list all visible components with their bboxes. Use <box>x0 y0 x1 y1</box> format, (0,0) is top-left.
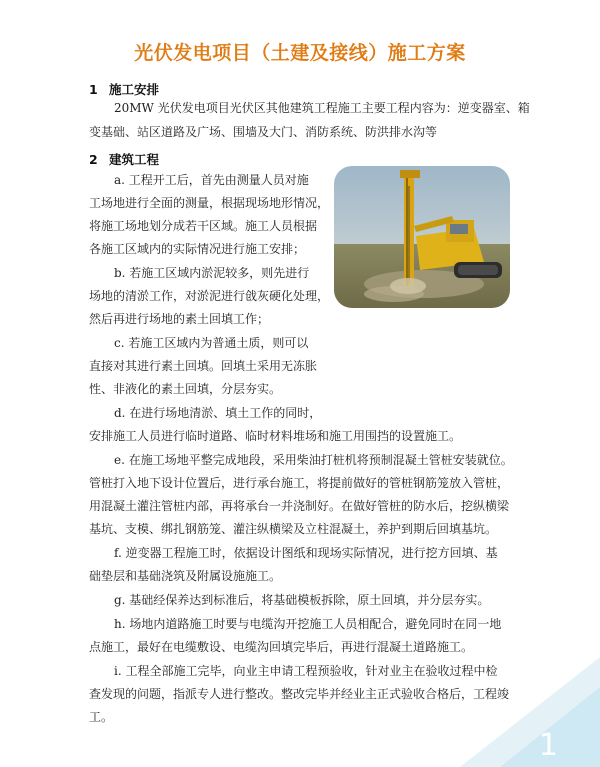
paragraph-line: b. 若施工区域内淤泥较多，则先进行 <box>114 266 310 280</box>
paragraph-line: 将施工场地划分成若干区域。施工人员根据 <box>89 219 318 233</box>
paragraph-line: 20MW 光伏发电项目光伏区其他建筑工程施工主要工程内容为：逆变器室、箱 <box>114 101 530 115</box>
paragraph-line: a. 工程开工后，首先由测量人员对施 <box>114 173 309 187</box>
paragraph-line: f. 逆变器工程施工时，依据设计图纸和现场实际情况，进行挖方回填、基 <box>114 546 498 560</box>
paragraph-line: 性、非液化的素土回填，分层夯实。 <box>89 382 282 396</box>
paragraph-line: 工场地进行全面的测量，根据现场地形情况， <box>89 196 330 210</box>
paragraph-line: i. 工程全部施工完毕，向业主申请工程预验收，针对业主在验收过程中检 <box>114 664 498 678</box>
section-1-number: 1 <box>89 82 98 97</box>
drilling-rig-photo <box>334 166 510 308</box>
page-title: 光伏发电项目（土建及接线）施工方案 <box>134 42 466 64</box>
paragraph-line: 变基础、站区道路及广场、围墙及大门、消防系统、防洪排水沟等 <box>89 125 438 139</box>
section-1-heading <box>89 80 159 98</box>
paragraph-line: d. 在进行场地清淤、填土工作的同时， <box>114 406 322 420</box>
section-2-number: 2 <box>89 152 98 167</box>
drilling-rig-image <box>334 166 510 308</box>
paragraph-line: 场地的清淤工作，对淤泥进行戗灰硬化处理， <box>89 289 330 303</box>
paragraph-line: 用混凝土灌注管桩内部，再将承台一并浇制好。在做好管桩的防水后，挖纵横梁 <box>89 499 510 513</box>
section-1-title: 施工安排 <box>109 82 160 97</box>
section-2-heading <box>89 150 159 168</box>
paragraph-line: g. 基础经保养达到标准后，将基础模板拆除，原土回填，并分层夯实。 <box>114 593 490 607</box>
paragraph-line: 基坑、支模、绑扎钢筋笼、灌注纵横梁及立柱混凝土，养护到期后回填基坑。 <box>89 522 498 536</box>
paragraph-line: 点施工，最好在电缆敷设、电缆沟回填完毕后，再进行混凝土道路施工。 <box>89 640 474 654</box>
section-2-title: 建筑工程 <box>109 152 160 167</box>
paragraph-line: e. 在施工场地平整完成地段，采用柴油打桩机将预制混凝土管桩安装就位。 <box>114 453 513 467</box>
paragraph-line: 管桩打入地下设计位置后，进行承台施工，将提前做好的管桩钢筋笼放入管桩， <box>89 476 510 490</box>
paragraph-line: 查发现的问题，指派专人进行整改。整改完毕并经业主正式验收合格后，工程竣 <box>89 687 510 701</box>
page-number: 1 <box>538 728 558 763</box>
paragraph-line: 直接对其进行素土回填。回填土采用无冻胀 <box>89 359 318 373</box>
page-corner-decoration <box>450 657 600 767</box>
paragraph-line: 工。 <box>89 710 114 724</box>
paragraph-line: 各施工区域内的实际情况进行施工安排； <box>89 242 306 256</box>
paragraph-line: 础垫层和基础浇筑及附属设施施工。 <box>89 569 282 583</box>
paragraph-line: h. 场地内道路施工时要与电缆沟开挖施工人员相配合，避免同时在同一地 <box>114 617 502 631</box>
paragraph-line: 然后再进行场地的素土回填工作； <box>89 312 270 326</box>
paragraph-line: 安排施工人员进行临时道路、临时材料堆场和施工用围挡的设置施工。 <box>89 429 462 443</box>
paragraph-line: c. 若施工区域内为普通土质，则可以 <box>114 336 309 350</box>
